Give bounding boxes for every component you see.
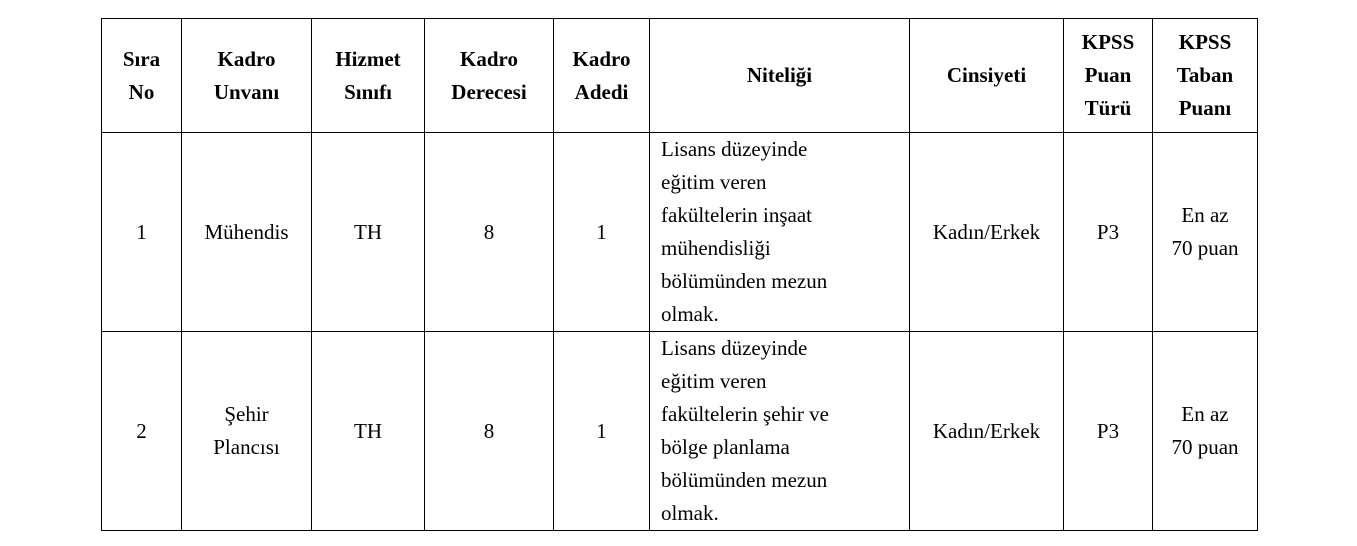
header-sira-no [102, 19, 182, 133]
cell-kpss-taban-puani [1153, 332, 1258, 531]
kpss-taban-puani-value: En az 70 puan [1171, 203, 1239, 260]
header-kpss-taban-puani-label: KPSS Taban Puanı [1176, 30, 1234, 120]
kadro-unvani-value: Mühendis [204, 219, 289, 244]
cell-niteligi [650, 133, 910, 332]
header-kpss-puan-turu [1064, 19, 1153, 133]
header-kadro-derecesi [425, 19, 554, 133]
kpss-taban-puani-value: En az 70 puan [1171, 402, 1239, 459]
cell-hizmet-sinifi [312, 133, 425, 332]
kadro-adedi-value: 1 [596, 418, 607, 443]
kpss-puan-turu-value: P3 [1096, 219, 1120, 244]
header-cinsiyeti [910, 19, 1064, 133]
header-hizmet-sinifi-label: Hizmet Sınıfı [335, 46, 401, 104]
header-niteligi [650, 19, 910, 133]
kpss-puan-turu-value: P3 [1096, 418, 1120, 443]
header-kadro-unvani-label: Kadro Unvanı [213, 46, 280, 104]
cell-kadro-adedi [554, 133, 650, 332]
cell-kadro-adedi [554, 332, 650, 531]
header-kadro-unvani [182, 19, 312, 133]
kadro-unvani-value: Şehir Plancısı [213, 402, 280, 459]
header-kadro-adedi-label: Kadro Adedi [572, 46, 631, 104]
cell-hizmet-sinifi [312, 332, 425, 531]
hizmet-sinifi-value: TH [354, 219, 382, 244]
cell-kadro-unvani [182, 332, 312, 531]
header-kpss-taban-puani [1153, 19, 1258, 133]
header-row [102, 19, 1258, 133]
cell-sira-no [102, 133, 182, 332]
kadro-derecesi-value: 8 [483, 219, 495, 244]
header-kadro-adedi [554, 19, 650, 133]
niteligi-value: Lisans düzeyinde eğitim veren fakültelerin inşaat mühendisliği bölümünden mezun olmak. [661, 137, 828, 326]
cell-kadro-derecesi [425, 133, 554, 332]
sira-no-value: 2 [136, 418, 147, 443]
table-row [102, 332, 1258, 531]
niteligi-value: Lisans düzeyinde eğitim veren fakültelerin şehir ve bölge planlama bölümünden mezun olmak. [661, 336, 829, 525]
header-kadro-derecesi-label: Kadro Derecesi [451, 46, 527, 104]
cinsiyeti-value: Kadın/Erkek [932, 418, 1041, 443]
cell-cinsiyeti [910, 332, 1064, 531]
sira-no-value: 1 [136, 219, 147, 244]
cell-kpss-puan-turu [1064, 332, 1153, 531]
cell-kpss-puan-turu [1064, 133, 1153, 332]
kadro-table [101, 18, 1258, 531]
header-niteligi-label: Niteliği [746, 63, 813, 87]
cell-niteligi [650, 332, 910, 531]
table-row [102, 133, 1258, 332]
hizmet-sinifi-value: TH [354, 418, 382, 443]
cell-cinsiyeti [910, 133, 1064, 332]
cell-kpss-taban-puani [1153, 133, 1258, 332]
cinsiyeti-value: Kadın/Erkek [932, 219, 1041, 244]
header-cinsiyeti-label: Cinsiyeti [946, 63, 1027, 87]
cell-kadro-derecesi [425, 332, 554, 531]
header-kpss-puan-turu-label: KPSS Puan Türü [1081, 30, 1135, 120]
cell-kadro-unvani [182, 133, 312, 332]
cell-sira-no [102, 332, 182, 531]
kadro-adedi-value: 1 [596, 219, 607, 244]
header-sira-no-label: Sıra No [122, 46, 161, 104]
kadro-derecesi-value: 8 [483, 418, 495, 443]
header-hizmet-sinifi [312, 19, 425, 133]
